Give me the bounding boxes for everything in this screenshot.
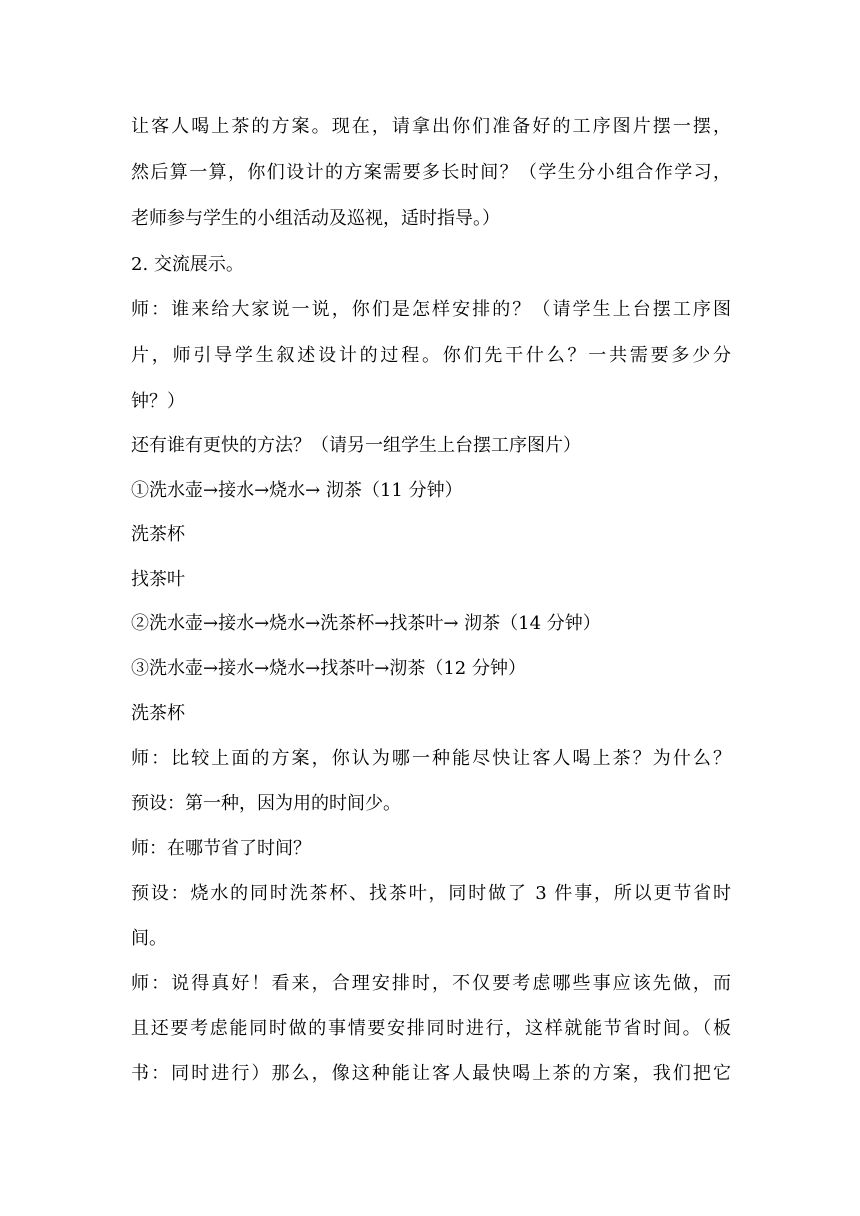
text-line: 师：说得真好！看来，合理安排时，不仅要考虑哪些事应该先做，而	[131, 973, 731, 994]
text-line: 让客人喝上茶的方案。现在，请拿出你们准备好的工序图片摆一摆，	[131, 116, 731, 137]
text-line: 钟？）	[131, 391, 185, 412]
text-line: 间。	[131, 928, 167, 949]
section-heading: 2. 交流展示。	[131, 254, 244, 275]
text-line: 书：同时进行）那么，像这种能让客人最快喝上茶的方案，我们把它	[131, 1063, 731, 1084]
process-branch: 洗茶杯	[131, 703, 185, 724]
text-line: 预设：第一种，因为用的时间少。	[131, 793, 401, 814]
text-line: 且还要考虑能同时做的事情要安排同时进行，这样就能节省时间。（板	[131, 1018, 731, 1039]
text-line: 老师参与学生的小组活动及巡视，适时指导。）	[131, 208, 500, 229]
process-branch: 找茶叶	[131, 569, 185, 590]
text-line: 还有谁有更快的方法？（请另一组学生上台摆工序图片）	[131, 435, 581, 456]
process-branch: 洗茶杯	[131, 524, 185, 545]
text-line: 预设：烧水的同时洗茶杯、找茶叶，同时做了 3 件事，所以更节省时	[131, 883, 731, 904]
text-line: 师：比较上面的方案，你认为哪一种能尽快让客人喝上茶？为什么？	[131, 748, 731, 769]
text-line: 片，师引导学生叙述设计的过程。你们先干什么？一共需要多少分	[131, 345, 731, 366]
text-line: 师：谁来给大家说一说，你们是怎样安排的？（请学生上台摆工序图	[131, 299, 731, 320]
process-option-2: ②洗水壶→接水→烧水→洗茶杯→找茶叶→ 沏茶（14 分钟）	[131, 613, 601, 634]
process-option-1: ①洗水壶→接水→烧水→ 沏茶（11 分钟）	[131, 480, 463, 501]
text-line: 然后算一算，你们设计的方案需要多长时间？（学生分小组合作学习，	[131, 162, 731, 183]
process-option-3: ③洗水壶→接水→烧水→找茶叶→沏茶（12 分钟）	[131, 658, 526, 679]
text-line: 师：在哪节省了时间？	[131, 838, 311, 859]
